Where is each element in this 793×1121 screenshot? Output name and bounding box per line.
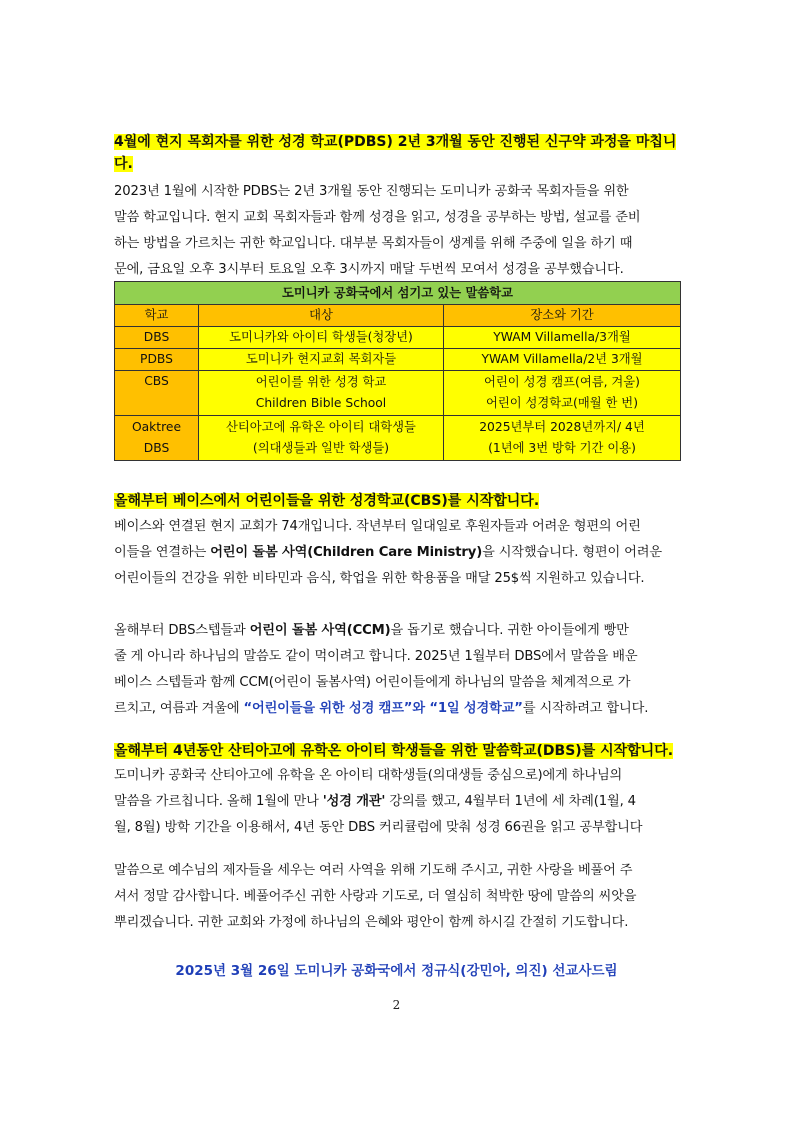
row-school: CBS xyxy=(115,371,199,416)
table-row xyxy=(115,416,681,461)
row-school: PDBS xyxy=(115,349,199,371)
header-school: 학교 xyxy=(115,305,199,327)
oaktree-line xyxy=(114,789,680,815)
table-header-row xyxy=(115,305,681,327)
row-target xyxy=(199,371,444,416)
pdbs-heading xyxy=(114,131,680,175)
oaktree-section xyxy=(114,740,680,841)
table-title-row xyxy=(115,282,681,305)
oaktree-text: 말씀을 가르칩니다. 올해 1월에 만나 xyxy=(114,794,323,809)
closing-signature: 2025년 3월 26일 도미니카 공화국에서 정규식(강민아, 의진) 선교사드림 xyxy=(175,963,618,979)
bible-overview: '성경 개관' xyxy=(322,794,386,809)
row-target: 도미니카 현지교회 목회자들 xyxy=(199,349,444,371)
prayer-line: 뿌리겠습니다. 귀한 교회와 가정에 하나님의 은혜와 평안이 함께 하시길 간절히 기도합니다. xyxy=(114,915,629,930)
ccm-name: 어린이 돌봄 사역(Children Care Ministry) xyxy=(210,545,483,560)
camp-names: “어린이들을 위한 성경 캠프”와 “1일 성경학교” xyxy=(243,701,523,716)
header-target: 대상 xyxy=(199,305,444,327)
row-school-line: Oaktree xyxy=(131,420,182,434)
cbs-text: 르치고, 여름과 겨울에 xyxy=(114,701,244,716)
page-number: 2 xyxy=(392,998,401,1012)
ccm-short-name: 어린이 돌봄 사역(CCM) xyxy=(249,623,391,638)
pdbs-line: 말씀 학교입니다. 현지 교회 목회자들과 함께 성경을 읽고, 성경을 공부하는 방법, 설교를 준비 xyxy=(114,210,641,225)
table-row xyxy=(115,327,681,349)
oaktree-heading-text: 올해부터 4년동안 산티아고에 유학온 아이티 학생들을 위한 말씀학교(DBS)를 시작합니다. xyxy=(114,743,674,759)
cbs-line: 베이스 스텝들과 함께 CCM(어린이 돌봄사역) 어린이들에게 하나님의 말씀을 체계적으로 가 xyxy=(114,675,631,690)
cbs-paragraph-2 xyxy=(114,618,680,722)
table-row xyxy=(115,349,681,371)
cbs-line xyxy=(114,540,680,566)
schools-table xyxy=(114,281,681,461)
table-title: 도미니카 공화국에서 섬기고 있는 말씀학교 xyxy=(115,282,681,305)
cbs-line: 어린이들의 건강을 위한 비타민과 음식, 학업을 위한 학용품을 매달 25$씩 지원하고 있습니다. xyxy=(114,571,645,586)
row-target xyxy=(199,416,444,461)
row-school: DBS xyxy=(115,327,199,349)
row-place xyxy=(444,416,681,461)
row-school-line: DBS xyxy=(143,441,170,455)
prayer-line: 말씀으로 예수님의 제자들을 세우는 여러 사역을 위해 기도해 주시고, 귀한 사랑을 베풀어 주 xyxy=(114,863,633,878)
cbs-line: 베이스와 연결된 현지 교회가 74개입니다. 작년부터 일대일로 후원자들과 어려운 형편의 어린 xyxy=(114,519,641,534)
row-place-line: 어린이 성경학교(매월 한 번) xyxy=(486,396,638,410)
prayer-line: 셔서 정말 감사합니다. 베풀어주신 귀한 사랑과 기도로, 더 열심히 척박한 땅에 말씀의 씨앗을 xyxy=(114,889,637,904)
header-place: 장소와 기간 xyxy=(444,305,681,327)
pdbs-line: 문에, 금요일 오후 3시부터 토요일 오후 3시까지 매달 두번씩 모여서 성경을 공부했습니다. xyxy=(114,262,624,277)
oaktree-paragraph xyxy=(114,763,680,841)
row-target-line: 어린이를 위한 성경 학교 xyxy=(255,375,387,389)
row-place-line: (1년에 3번 방학 기간 이용) xyxy=(488,441,636,455)
cbs-text: 을 돕기로 했습니다. 귀한 아이들에게 빵만 xyxy=(390,623,629,638)
prayer-section xyxy=(114,858,680,936)
cbs-heading xyxy=(114,490,680,512)
cbs-section xyxy=(114,490,680,722)
pdbs-line: 2023년 1월에 시작한 PDBS는 2년 3개월 동안 진행되는 도미니카 공화국 목회자들을 위한 xyxy=(114,184,629,199)
row-target-line: 산티아고에 유학온 아이티 대학생들 xyxy=(226,420,416,434)
pdbs-section xyxy=(114,131,680,283)
pdbs-paragraph xyxy=(114,179,680,283)
row-place: YWAM Villamella/2년 3개월 xyxy=(444,349,681,371)
row-place-line: 2025년부터 2028년까지/ 4년 xyxy=(479,420,645,434)
cbs-text: 를 시작하려고 합니다. xyxy=(522,701,649,716)
pdbs-heading-text: 4월에 현지 목회자를 위한 성경 학교(PDBS) 2년 3개월 동안 진행된 신구약 과정을 마칩니다. xyxy=(114,134,677,172)
row-school xyxy=(115,416,199,461)
prayer-paragraph xyxy=(114,858,680,936)
row-place xyxy=(444,371,681,416)
oaktree-heading xyxy=(114,740,680,762)
cbs-line xyxy=(114,618,680,644)
pdbs-line: 하는 방법을 가르치는 귀한 학교입니다. 대부분 목회자들이 생계를 위해 주중에 일을 하기 때 xyxy=(114,236,633,251)
row-target: 도미니카와 아이티 학생들(청장년) xyxy=(199,327,444,349)
cbs-text: 을 시작했습니다. 형편이 어려운 xyxy=(482,545,662,560)
oaktree-line: 월, 8월) 방학 기간을 이용해서, 4년 동안 DBS 커리큘럼에 맞춰 성경 66권을 읽고 공부합니다 xyxy=(114,820,643,835)
row-target-line: (의대생들과 일반 학생들) xyxy=(252,441,390,455)
cbs-paragraph-1 xyxy=(114,514,680,592)
cbs-line xyxy=(114,696,680,722)
cbs-text: 올해부터 DBS스텝들과 xyxy=(114,623,250,638)
row-place-line: 어린이 성경 캠프(여름, 겨울) xyxy=(484,375,640,389)
oaktree-line: 도미니카 공화국 산티아고에 유학을 온 아이티 대학생들(의대생들 중심으로)에게 하나님의 xyxy=(114,768,623,783)
row-target-line: Children Bible School xyxy=(255,396,387,410)
row-place: YWAM Villamella/3개월 xyxy=(444,327,681,349)
cbs-line: 줄 게 아니라 하나님의 말씀도 같이 먹이려고 합니다. 2025년 1월부터 DBS에서 말씀을 배운 xyxy=(114,649,638,664)
cbs-text: 이들을 연결하는 xyxy=(114,545,211,560)
oaktree-text: 강의를 했고, 4월부터 1년에 세 차례(1월, 4 xyxy=(385,794,636,809)
cbs-heading-text: 올해부터 베이스에서 어린이들을 위한 성경학교(CBS)를 시작합니다. xyxy=(114,493,540,509)
table-row xyxy=(115,371,681,416)
